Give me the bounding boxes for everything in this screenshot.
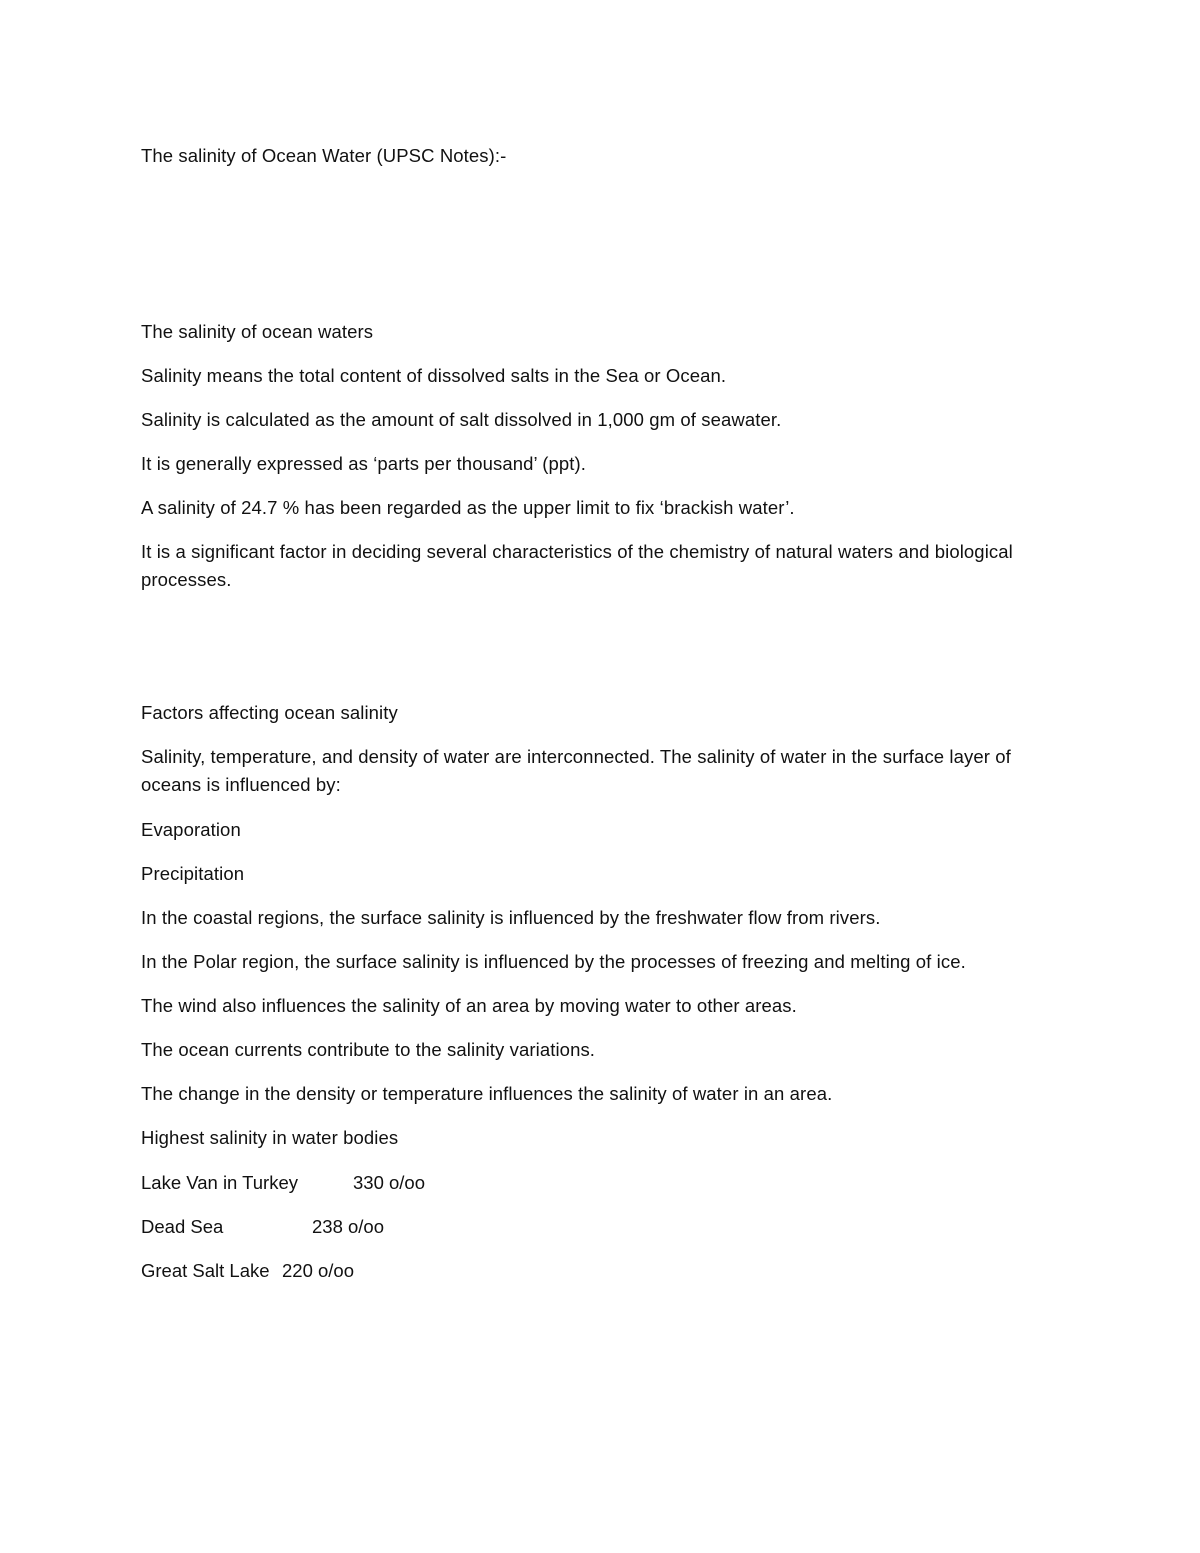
- salinity-row: [141, 1213, 385, 1241]
- document-title: The salinity of Ocean Water (UPSC Notes):-: [141, 145, 507, 166]
- salinity-value: 238 o/oo: [312, 1216, 385, 1237]
- water-body-name: Great Salt Lake: [141, 1260, 270, 1281]
- paragraph-line: It is a significant factor in deciding several characteristics of the chemistry of natural waters and biological processes.: [141, 541, 1013, 590]
- section-heading-factors: Factors affecting ocean salinity: [141, 702, 398, 723]
- list-item: Evaporation: [141, 819, 241, 840]
- list-item: The ocean currents contribute to the salinity variations.: [141, 1039, 596, 1060]
- salinity-value: 220 o/oo: [282, 1260, 355, 1281]
- water-body-name: Lake Van in Turkey: [141, 1172, 298, 1193]
- list-item: Precipitation: [141, 863, 245, 884]
- paragraph-intro: Salinity, temperature, and density of water are interconnected. The salinity of water in the surface layer of oceans is influenced by:: [141, 746, 1011, 795]
- section-heading-salinity: The salinity of ocean waters: [141, 321, 374, 342]
- paragraph-line: Salinity is calculated as the amount of salt dissolved in 1,000 gm of seawater.: [141, 409, 782, 430]
- salinity-row: [141, 1257, 355, 1285]
- list-item: The wind also influences the salinity of an area by moving water to other areas.: [141, 995, 797, 1016]
- section-heading-highest-salinity: Highest salinity in water bodies: [141, 1127, 399, 1148]
- list-item: In the coastal regions, the surface salinity is influenced by the freshwater flow from rivers.: [141, 907, 881, 928]
- list-item: The change in the density or temperature influences the salinity of water in an area.: [141, 1083, 833, 1104]
- paragraph-line: A salinity of 24.7 % has been regarded as the upper limit to fix ‘brackish water’.: [141, 497, 795, 518]
- salinity-row: [141, 1169, 426, 1197]
- paragraph-line: Salinity means the total content of dissolved salts in the Sea or Ocean.: [141, 365, 727, 386]
- salinity-value: 330 o/oo: [353, 1172, 426, 1193]
- water-body-name: Dead Sea: [141, 1216, 224, 1237]
- paragraph-line: It is generally expressed as ‘parts per thousand’ (ppt).: [141, 453, 587, 474]
- list-item: In the Polar region, the surface salinity is influenced by the processes of freezing and melting of ice.: [141, 951, 966, 972]
